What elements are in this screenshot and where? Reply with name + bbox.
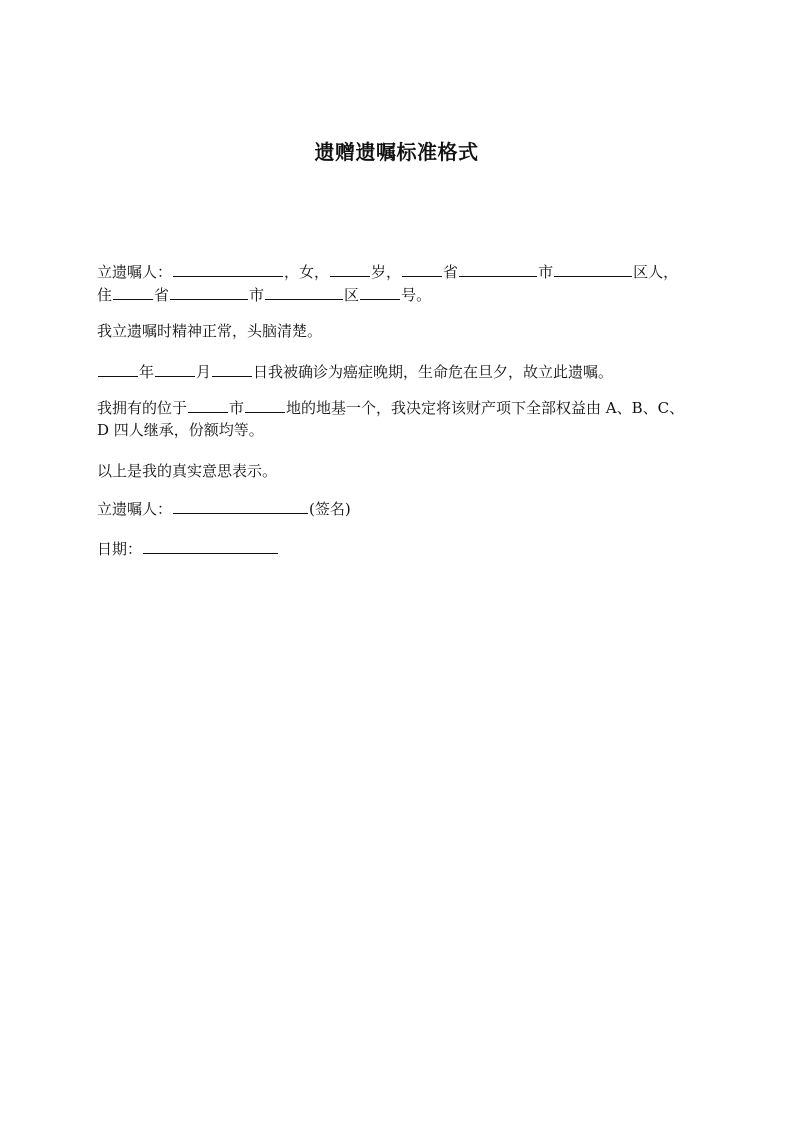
residence-city-blank xyxy=(170,285,248,300)
date-blank xyxy=(143,539,278,554)
origin-city-blank xyxy=(459,262,537,277)
diagnosis-paragraph: 年 月 日我被确诊为癌症晚期，生命危在旦夕，故立此遗嘱。 xyxy=(97,361,613,383)
property-location-blank xyxy=(245,398,285,413)
declaration-paragraph: 以上是我的真实意思表示。 xyxy=(97,462,278,480)
mental-state-paragraph: 我立遗嘱时精神正常，头脑清楚。 xyxy=(97,322,323,340)
document-title: 遗赠遗嘱标准格式 xyxy=(314,140,479,164)
property-paragraph-line1: 我拥有的位于 市 地的地基一个，我决定将该财产项下全部权益由 A、B、C、 xyxy=(97,399,685,417)
age-blank xyxy=(330,262,370,277)
residence-number-blank xyxy=(360,285,400,300)
year-blank xyxy=(98,362,138,377)
name-blank xyxy=(173,262,283,277)
origin-province-blank xyxy=(402,262,442,277)
origin-district-blank xyxy=(554,262,632,277)
signature-line: 立遗嘱人： (签名) xyxy=(97,500,351,518)
residence-line: 住 省 市 区 号。 xyxy=(97,286,432,304)
testator-label: 立遗嘱人： xyxy=(97,263,173,281)
day-blank xyxy=(212,362,252,377)
date-line: 日期： xyxy=(97,538,279,560)
residence-province-blank xyxy=(113,285,153,300)
property-paragraph-line2: D 四人继承，份额均等。 xyxy=(97,421,264,439)
property-city-blank xyxy=(188,398,228,413)
month-blank xyxy=(155,362,195,377)
signature-blank xyxy=(173,499,308,514)
residence-district-blank xyxy=(265,285,343,300)
testator-info-line: 立遗嘱人： ，女， 岁， 省 市 区人， xyxy=(97,263,679,281)
